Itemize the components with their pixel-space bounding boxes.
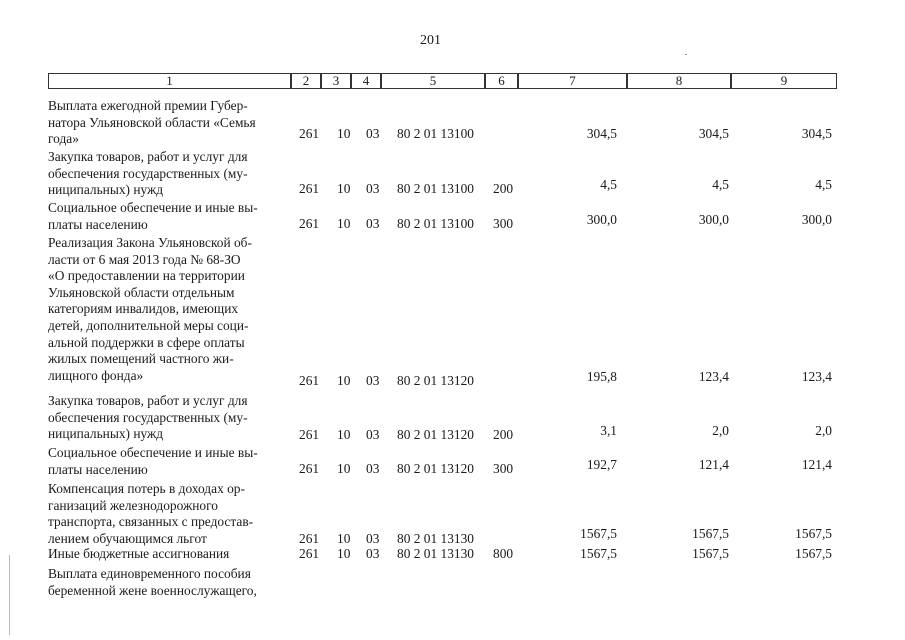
header-col-8: 8: [627, 73, 731, 89]
desc-line: ниципальных) нужд: [48, 426, 164, 442]
cell-ministry: 261: [299, 546, 320, 561]
cell-amount-col9: 4,5: [815, 177, 832, 192]
cell-amount-col9: 300,0: [801, 212, 832, 227]
desc-line: платы населению: [48, 461, 148, 477]
row-description: [48, 393, 294, 443]
desc-line: транспорта, связанных с предостав-: [48, 514, 254, 530]
header-col-9: 9: [731, 73, 837, 89]
cell-ministry: 261: [299, 216, 320, 231]
desc-line: Компенсация потерь в доходах ор-: [48, 481, 245, 496]
cell-amount-col7: 4,5: [600, 177, 617, 192]
header-col-4: 4: [351, 73, 381, 89]
desc-line: года»: [48, 131, 79, 147]
cell-amount-col7: 192,7: [586, 457, 617, 472]
cell-section: 10: [337, 126, 351, 141]
cell-ministry: 261: [299, 427, 320, 442]
desc-line: «О предоставлении на территории: [48, 268, 245, 284]
cell-ministry: 261: [299, 181, 320, 196]
cell-subsection: 03: [366, 531, 380, 546]
header-col-2: 2: [291, 73, 321, 89]
cell-amount-col8: 304,5: [698, 126, 729, 141]
desc-line: категориям инвалидов, имеющих: [48, 301, 239, 317]
desc-line: альной поддержки в сфере оплаты: [48, 334, 245, 350]
cell-amount-col9: 304,5: [801, 126, 832, 141]
row-description: [48, 98, 294, 148]
cell-amount-col9: 121,4: [801, 457, 832, 472]
cell-amount-col7: 1567,5: [580, 546, 617, 561]
cell-subsection: 03: [366, 373, 380, 388]
cell-subsection: 03: [366, 181, 380, 196]
cell-amount-col8: 1567,5: [692, 546, 729, 561]
header-col-6: 6: [485, 73, 518, 89]
cell-amount-col8: 123,4: [698, 369, 729, 384]
desc-line: беременной жене военнослужащего,: [48, 582, 257, 598]
cell-section: 10: [337, 531, 351, 546]
header-col-5: 5: [381, 73, 485, 89]
cell-amount-col8: 300,0: [698, 212, 729, 227]
desc-line: Ульяновской области отдельным: [48, 284, 235, 300]
desc-line: лищного фонда»: [48, 367, 144, 383]
cell-target-article: 80 2 01 13120: [397, 461, 474, 476]
cell-target-article: 80 2 01 13100: [397, 216, 474, 231]
cell-amount-col9: 123,4: [801, 369, 832, 384]
cell-ministry: 261: [299, 373, 320, 388]
desc-line: Выплата единовременного пособия: [48, 566, 251, 581]
cell-target-article: 80 2 01 13100: [397, 181, 474, 196]
cell-target-article: 80 2 01 13130: [397, 546, 474, 561]
desc-line: натора Ульяновской области «Семья: [48, 114, 256, 130]
cell-section: 10: [337, 546, 351, 561]
cell-expense-type: 800: [493, 546, 514, 561]
cell-amount-col9: 1567,5: [795, 546, 832, 561]
desc-line: Закупка товаров, работ и услуг для: [48, 393, 248, 408]
cell-target-article: 80 2 01 13100: [397, 126, 474, 141]
cell-section: 10: [337, 427, 351, 442]
cell-amount-col8: 1567,5: [692, 526, 729, 541]
cell-section: 10: [337, 181, 351, 196]
desc-line: Социальное обеспечение и иные вы-: [48, 445, 258, 460]
cell-amount-col7: 304,5: [586, 126, 617, 141]
header-col-7: 7: [518, 73, 627, 89]
cell-amount-col7: 1567,5: [580, 526, 617, 541]
cell-section: 10: [337, 461, 351, 476]
desc-line: ганизаций железнодорожного: [48, 497, 218, 513]
cell-target-article: 80 2 01 13120: [397, 373, 474, 388]
cell-subsection: 03: [366, 216, 380, 231]
desc-line: детей, дополнительной меры соци-: [48, 317, 249, 333]
desc-line: платы населению: [48, 216, 148, 232]
cell-ministry: 261: [299, 126, 320, 141]
cell-amount-col7: 195,8: [586, 369, 617, 384]
desc-line: жилых помещений частного жи-: [48, 351, 234, 367]
desc-line: лением обучающимся льгот: [48, 530, 207, 546]
row-description: [48, 200, 294, 233]
row-description: [48, 235, 294, 384]
cell-section: 10: [337, 216, 351, 231]
header-col-3: 3: [321, 73, 351, 89]
page-number: 201: [420, 33, 441, 48]
desc-line: ласти от 6 мая 2013 года № 68-ЗО: [48, 251, 241, 267]
desc-line: Реализация Закона Ульяновской об-: [48, 235, 252, 250]
header-col-1: 1: [48, 73, 291, 89]
cell-target-article: 80 2 01 13120: [397, 427, 474, 442]
desc-line: обеспечения государственных (му-: [48, 409, 248, 425]
row-description: [48, 481, 294, 547]
cell-amount-col9: 2,0: [815, 423, 832, 438]
row-description: [48, 149, 294, 199]
desc-line: Закупка товаров, работ и услуг для: [48, 149, 248, 164]
cell-ministry: 261: [299, 461, 320, 476]
cell-amount-col8: 2,0: [712, 423, 729, 438]
desc-line: Социальное обеспечение и иные вы-: [48, 200, 258, 215]
desc-line: ниципальных) нужд: [48, 182, 164, 198]
cell-subsection: 03: [366, 126, 380, 141]
cell-amount-col7: 300,0: [586, 212, 617, 227]
desc-line: обеспечения государственных (му-: [48, 165, 248, 181]
cell-expense-type: 200: [493, 427, 514, 442]
cell-subsection: 03: [366, 461, 380, 476]
cell-expense-type: 300: [493, 461, 514, 476]
cell-ministry: 261: [299, 531, 320, 546]
desc-line: Иные бюджетные ассигнования: [48, 546, 230, 561]
scan-margin-line: [9, 555, 10, 635]
desc-line: Выплата ежегодной премии Губер-: [48, 98, 248, 113]
row-description: [48, 445, 294, 478]
row-description: [48, 566, 294, 599]
cell-expense-type: 300: [493, 216, 514, 231]
cell-expense-type: 200: [493, 181, 514, 196]
cell-amount-col8: 4,5: [712, 177, 729, 192]
cell-amount-col9: 1567,5: [795, 526, 832, 541]
row-description: [48, 546, 294, 563]
cell-amount-col8: 121,4: [698, 457, 729, 472]
cell-subsection: 03: [366, 427, 380, 442]
cell-section: 10: [337, 373, 351, 388]
cell-amount-col7: 3,1: [600, 423, 617, 438]
cell-target-article: 80 2 01 13130: [397, 531, 474, 546]
cell-subsection: 03: [366, 546, 380, 561]
